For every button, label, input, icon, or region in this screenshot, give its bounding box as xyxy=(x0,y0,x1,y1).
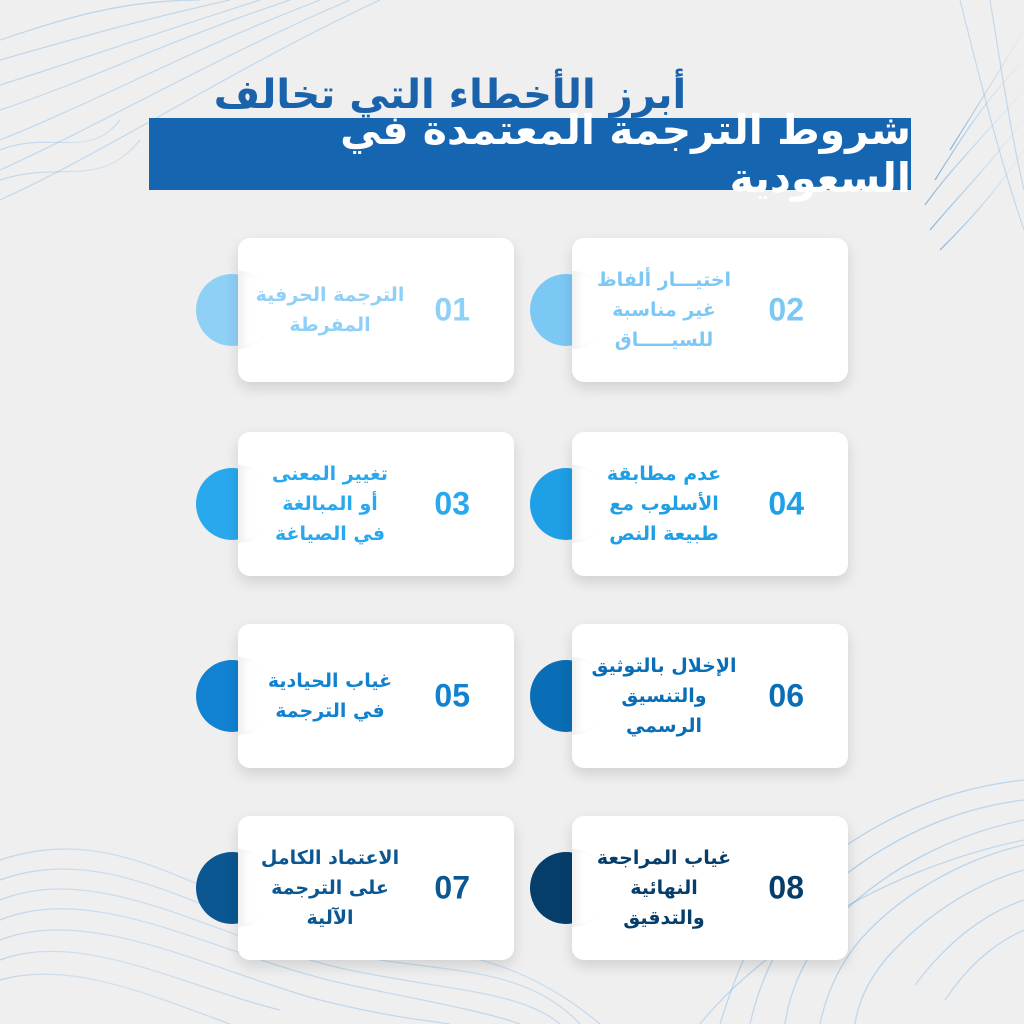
card-text: عدم مطابقة الأسلوب مع طبيعة النص xyxy=(606,463,722,545)
mistake-card-02 xyxy=(572,238,848,382)
card-number: 07 xyxy=(434,869,470,906)
card-number: 08 xyxy=(768,869,804,906)
mistake-card-01 xyxy=(238,238,514,382)
card-text: الاعتماد الكامل على الترجمة الآلية xyxy=(260,847,400,929)
card-number: 04 xyxy=(768,485,804,522)
card-number: 01 xyxy=(434,291,470,328)
card-text: الإخلال بالتوثيق والتنسيق الرسمي xyxy=(591,655,737,737)
card-number: 02 xyxy=(768,291,804,328)
mistake-card-03 xyxy=(238,432,514,576)
title-line-1: أبرز الأخطاء التي تخالف xyxy=(213,72,687,118)
card-text: الترجمة الحرفية المفرطة xyxy=(255,284,405,336)
card-number: 05 xyxy=(434,677,470,714)
card-text: تغيير المعنى أو المبالغة في الصياغة xyxy=(272,463,388,545)
mistake-card-08 xyxy=(572,816,848,960)
title-banner: شروط الترجمة المعتمدة في السعودية xyxy=(149,118,911,190)
mistake-card-07 xyxy=(238,816,514,960)
card-number: 06 xyxy=(768,677,804,714)
mistake-card-04 xyxy=(572,432,848,576)
mistake-card-05 xyxy=(238,624,514,768)
card-text: اختيـــار ألفاظ غير مناسبة للسيـــــاق xyxy=(596,269,732,351)
card-text: غياب المراجعة النهائية والتدقيق xyxy=(596,847,732,929)
card-text: غياب الحيادية في الترجمة xyxy=(267,670,393,722)
mistake-card-06 xyxy=(572,624,848,768)
card-number: 03 xyxy=(434,485,470,522)
